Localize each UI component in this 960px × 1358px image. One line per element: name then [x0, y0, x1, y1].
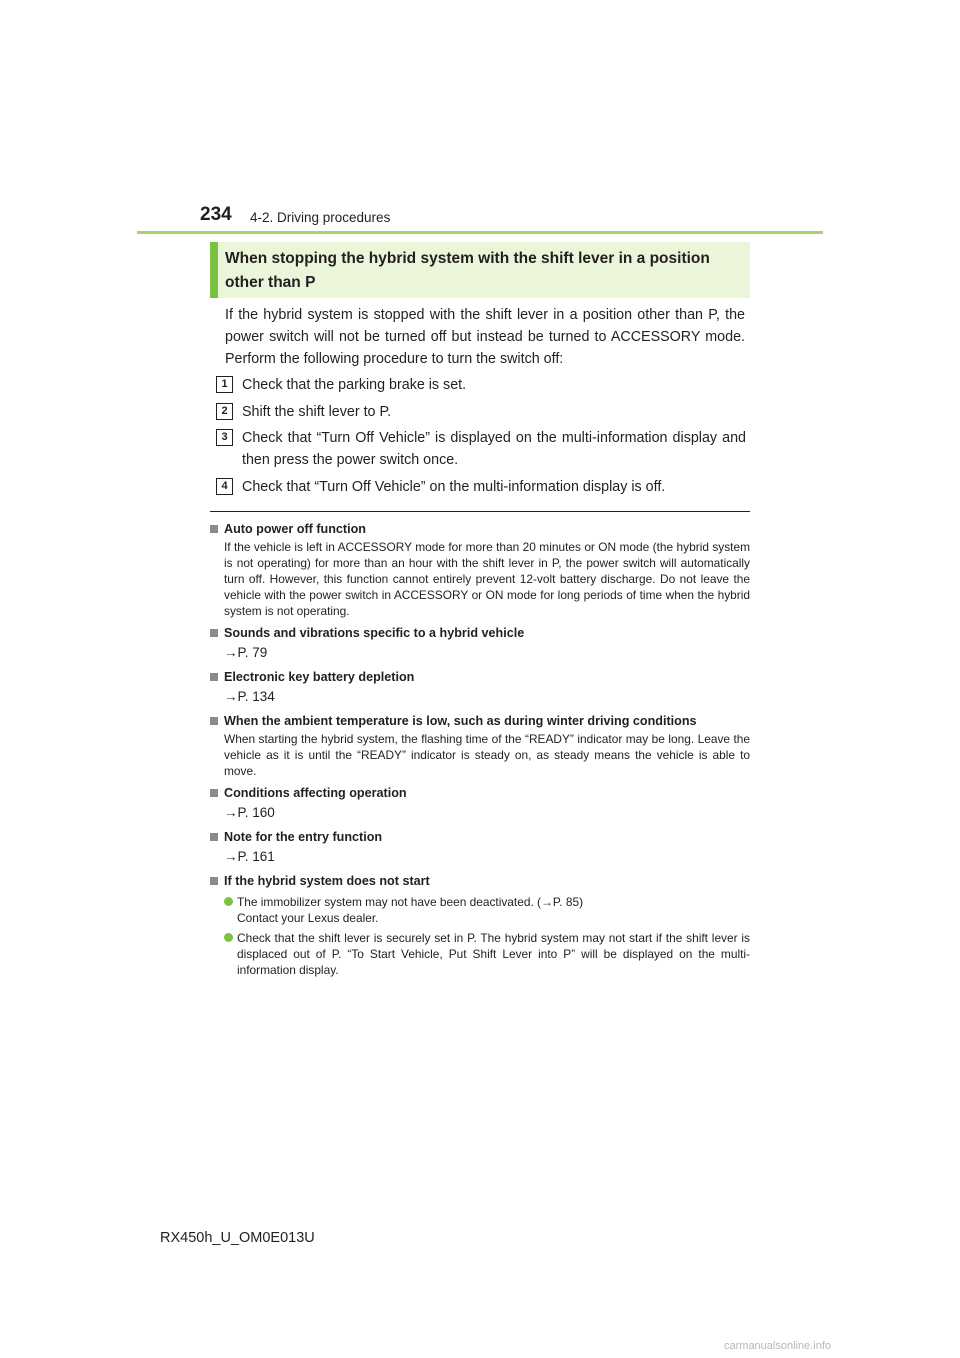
note-low-temperature [210, 712, 750, 779]
square-bullet-icon [210, 717, 218, 725]
note-title: Note for the entry function [224, 830, 383, 844]
step-number: 3 [216, 429, 233, 446]
step-text: Shift the shift lever to P. [242, 404, 392, 420]
square-bullet-icon [210, 877, 218, 885]
header-rule [137, 231, 823, 234]
bullet-text: The immobilizer system may not have been deactivated. (→P. 85) Contact your Lexus dealer. [237, 895, 584, 925]
note-sounds-vibrations [210, 624, 750, 663]
note-body: When starting the hybrid system, the flashing time of the “READY” indicator may be long. Leave the vehicle as it is until the “READY” indicator is steady on, as steady means the vehicle is able to move. [224, 732, 750, 778]
square-bullet-icon [210, 525, 218, 533]
step-1 [216, 374, 746, 396]
bullet-dot-icon [224, 897, 233, 906]
step-number: 2 [216, 403, 233, 420]
page-reference: →P. 161 [224, 849, 275, 864]
square-bullet-icon [210, 629, 218, 637]
bullet-item [210, 894, 750, 926]
section-title: 4-2. Driving procedures [250, 210, 391, 225]
watermark: carmanualsonline.info [724, 1340, 832, 1352]
note-key-battery [210, 668, 750, 707]
step-2 [216, 401, 746, 423]
intro-paragraph: If the hybrid system is stopped with the shift lever in a position other than P, the power switch will not be turned off but instead be turned to ACCESSORY mode. Perform the following procedure to turn the switch off: [225, 307, 745, 367]
manual-code: RX450h_U_OM0E013U [160, 1230, 315, 1246]
note-title: Conditions affecting operation [224, 786, 407, 800]
note-title: Electronic key battery depletion [224, 670, 415, 684]
step-text: Check that “Turn Off Vehicle” on the multi-information display is off. [242, 479, 666, 495]
square-bullet-icon [210, 673, 218, 681]
step-text: Check that the parking brake is set. [242, 377, 467, 393]
notes-list [210, 520, 750, 983]
square-bullet-icon [210, 789, 218, 797]
note-title: Sounds and vibrations specific to a hybrid vehicle [224, 626, 525, 640]
step-3 [216, 427, 746, 471]
page-reference: →P. 79 [224, 645, 268, 660]
note-conditions [210, 784, 750, 823]
step-number: 1 [216, 376, 233, 393]
section-divider [210, 511, 750, 512]
note-auto-power-off [210, 520, 750, 619]
bullet-dot-icon [224, 933, 233, 942]
step-text: Check that “Turn Off Vehicle” is displayed on the multi-information display and then press the power switch once. [242, 430, 746, 468]
note-no-start [210, 872, 750, 978]
page-reference: →P. 134 [224, 689, 275, 704]
square-bullet-icon [210, 833, 218, 841]
page-number: 234 [200, 204, 232, 225]
procedure-heading: When stopping the hybrid system with the shift lever in a position other than P [210, 242, 750, 298]
note-title: Auto power off function [224, 522, 366, 536]
page-reference: →P. 160 [224, 805, 275, 820]
bullet-item [210, 930, 750, 978]
note-body: If the vehicle is left in ACCESSORY mode for more than 20 minutes or ON mode (the hybrid system is not operating) for more than an hour with the shift lever in P, the power switch will automatically turn off. However, this function cannot entirely prevent 12-volt battery discharge. Do not leave the vehicle with the power switch in ACCESSORY or ON mode for long periods of time when the hybrid system is not operating. [224, 540, 750, 618]
step-number: 4 [216, 478, 233, 495]
bullet-text: Check that the shift lever is securely set in P. The hybrid system may not start if the shift lever is displaced out of P. “To Start Vehicle, Put Shift Lever into P” will be displayed on the multi-information display. [237, 931, 750, 977]
note-entry-function [210, 828, 750, 867]
note-title: If the hybrid system does not start [224, 874, 430, 888]
step-4 [216, 476, 746, 498]
note-title: When the ambient temperature is low, such as during winter driving conditions [224, 714, 697, 728]
